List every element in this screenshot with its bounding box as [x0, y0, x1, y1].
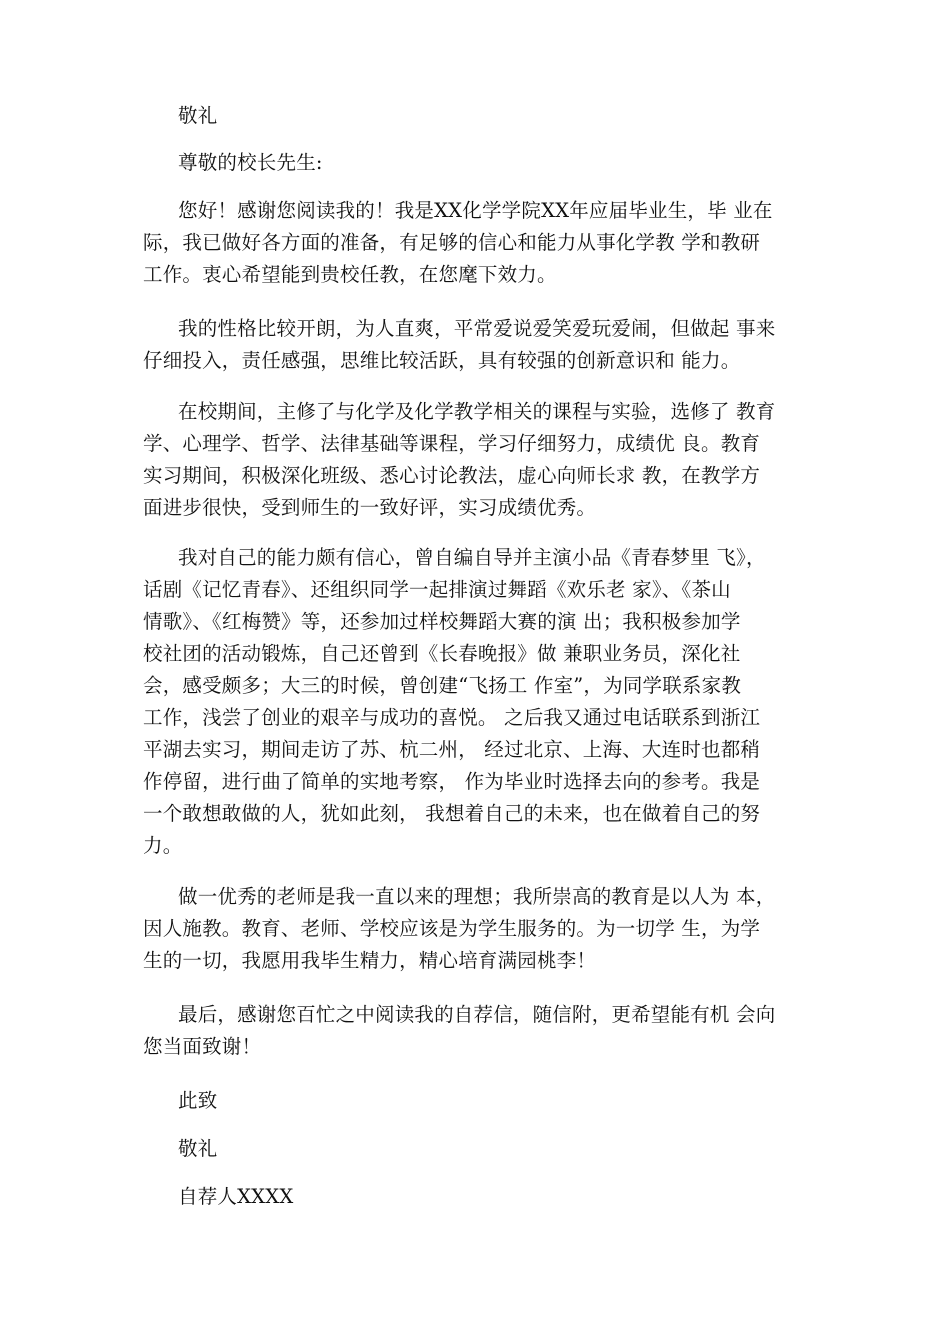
paragraph-line: 工作，浅尝了创业的艰辛与成功的喜悦。 之后我又通过电话联系到浙江 [143, 706, 761, 729]
paragraph-line: 力。 [143, 834, 183, 857]
paragraph-line: 情歌》、《红梅赞》等，还参加过样校舞蹈大赛的演 出；我积极参加学 [143, 610, 741, 633]
closing-cizhi: 此致 [178, 1089, 218, 1112]
salutation: 尊敬的校长先生: [178, 151, 323, 174]
paragraph-line: 实习期间，积极深化班级、悉心讨论教法，虚心向师长求 教，在教学方 [143, 464, 761, 487]
paragraph-line: 际，我已做好各方面的准备，有足够的信心和能力从事化学教 学和教研 [143, 231, 761, 254]
signature: 自荐人XXXX [178, 1185, 294, 1208]
top-closing: 敬礼 [178, 104, 218, 127]
paragraph-line: 因人施教。教育、老师、学校应该是为学生服务的。为一切学 生，为学 [143, 917, 761, 940]
paragraph-line: 生的一切，我愿用我毕生精力，精心培育满园桃李！ [143, 949, 597, 972]
paragraph-line: 您好！感谢您阅读我的！我是XX化学学院XX年应届毕业生，毕 业在 [178, 199, 773, 222]
paragraph-line: 做一优秀的老师是我一直以来的理想；我所崇高的教育是以人为 本， [178, 885, 776, 908]
paragraph-line: 学、心理学、哲学、法律基础等课程，学习仔细努力，成绩优 良。教育 [143, 432, 761, 455]
paragraph-line: 作停留，进行曲了简单的实地考察， 作为毕业时选择去向的参考。我是 [143, 770, 761, 793]
paragraph-line: 会，感受颇多；大三的时候，曾创建“飞扬工 作室”，为同学联系家教 [143, 674, 742, 697]
paragraph-line: 面进步很快，受到师生的一致好评，实习成绩优秀。 [143, 496, 597, 519]
paragraph-line: 您当面致谢！ [143, 1035, 262, 1058]
paragraph-line: 最后，感谢您百忙之中阅读我的自荐信，随信附，更希望能有机 会向 [178, 1003, 776, 1026]
paragraph-line: 话剧《记忆青春》、还组织同学一起排演过舞蹈《欢乐老 家》、《茶山 [143, 578, 731, 601]
paragraph-line: 我对自己的能力颇有信心，曾自编自导并主演小品《青春梦里 飞》， [178, 546, 766, 569]
paragraph-line: 我的性格比较开朗，为人直爽，平常爱说爱笑爱玩爱闹，但做起 事来 [178, 317, 776, 340]
paragraph-line: 工作。衷心希望能到贵校任教，在您麾下效力。 [143, 263, 557, 286]
paragraph-line: 仔细投入，责任感强，思维比较活跃，具有较强的创新意识和 能力。 [143, 349, 741, 372]
paragraph-line: 在校期间，主修了与化学及化学教学相关的课程与实验，选修了 教育 [178, 400, 776, 423]
closing-jingli: 敬礼 [178, 1137, 218, 1160]
paragraph-line: 一个敢想敢做的人，犹如此刻， 我想着自己的未来，也在做着自己的努 [143, 802, 761, 825]
paragraph-line: 平湖去实习，期间走访了苏、杭二州， 经过北京、上海、大连时也都稍 [143, 738, 761, 761]
paragraph-line: 校社团的活动锻炼，自己还曾到《长春晚报》做 兼职业务员，深化社 [143, 642, 741, 665]
